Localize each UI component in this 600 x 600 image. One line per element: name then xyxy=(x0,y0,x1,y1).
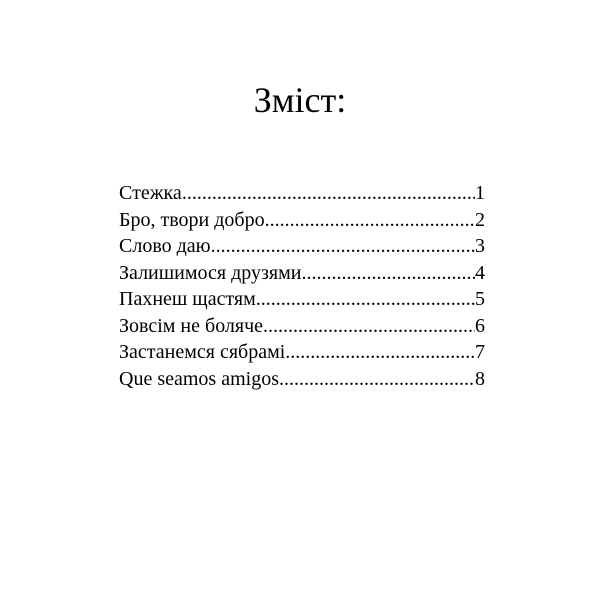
toc-page-number: 2 xyxy=(475,207,485,234)
toc-entry-label: Que seamos amigos xyxy=(119,366,279,393)
toc-dot-leader xyxy=(265,207,475,234)
toc-page-number: 3 xyxy=(475,233,485,260)
toc-page-number: 8 xyxy=(475,366,485,393)
toc-dot-leader xyxy=(263,313,475,340)
toc-page-number: 5 xyxy=(475,286,485,313)
toc-entry xyxy=(119,180,485,207)
toc-dot-leader xyxy=(285,339,475,366)
toc-entry xyxy=(119,286,485,313)
toc-dot-leader xyxy=(279,366,475,393)
toc-entry xyxy=(119,233,485,260)
toc-entry-label: Застанемся сябрамі xyxy=(119,339,285,366)
toc-entry xyxy=(119,366,485,393)
table-of-contents xyxy=(119,180,485,392)
toc-dot-leader xyxy=(256,286,475,313)
toc-dot-leader xyxy=(182,180,475,207)
toc-page-number: 6 xyxy=(475,313,485,340)
toc-dot-leader xyxy=(301,260,475,287)
page-title: Зміст: xyxy=(253,80,347,120)
toc-entry-label: Пахнеш щастям xyxy=(119,286,256,313)
toc-page-number: 7 xyxy=(475,339,485,366)
toc-entry-label: Бро, твори добро xyxy=(119,207,265,234)
toc-entry-label: Слово даю xyxy=(119,233,211,260)
toc-entry-label: Стежка xyxy=(119,180,182,207)
toc-page-number: 4 xyxy=(475,260,485,287)
toc-entry xyxy=(119,313,485,340)
toc-entry xyxy=(119,207,485,234)
toc-entry xyxy=(119,260,485,287)
toc-entry xyxy=(119,339,485,366)
toc-entry-label: Зовсім не боляче xyxy=(119,313,263,340)
toc-page-number: 1 xyxy=(475,180,485,207)
toc-entry-label: Залишимося друзями xyxy=(119,260,301,287)
toc-dot-leader xyxy=(211,233,475,260)
